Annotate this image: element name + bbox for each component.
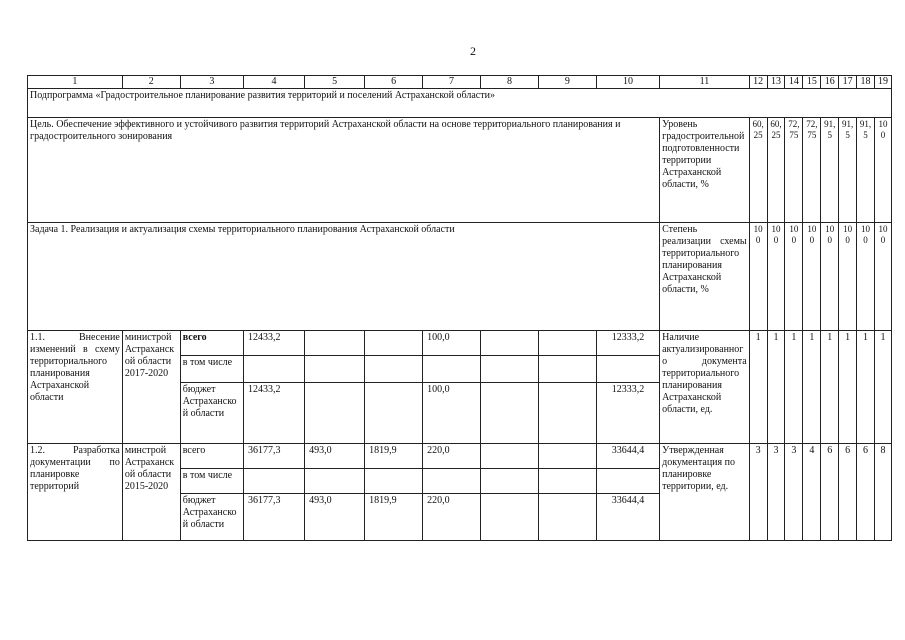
cell-value bbox=[305, 383, 365, 444]
goal-value: 60,25 bbox=[767, 118, 785, 223]
item-value: 3 bbox=[749, 444, 767, 541]
cell-value bbox=[481, 494, 539, 541]
item-indicator: Утвержденная документация по планировке территории, ед. bbox=[660, 444, 750, 541]
cell-value: 36177,3 bbox=[243, 494, 304, 541]
col-header: 7 bbox=[423, 76, 481, 89]
col-header: 11 bbox=[660, 76, 750, 89]
col-header: 3 bbox=[180, 76, 243, 89]
row-label: в том числе bbox=[180, 356, 243, 383]
cell-value: 36177,3 bbox=[243, 444, 304, 469]
cell-value bbox=[305, 356, 365, 383]
task-value: 100 bbox=[803, 223, 821, 331]
item-value: 4 bbox=[803, 444, 821, 541]
item-value: 1 bbox=[785, 331, 803, 444]
row-label: всего bbox=[180, 331, 243, 356]
item-value: 6 bbox=[839, 444, 857, 541]
row-label: всего bbox=[180, 444, 243, 469]
task-value: 100 bbox=[839, 223, 857, 331]
cell-value: 33644,4 bbox=[596, 444, 659, 469]
goal-indicator: Уровень градостроительной подготовленности территории Астраханской области, % bbox=[660, 118, 750, 223]
cell-value bbox=[481, 469, 539, 494]
goal-text: Цель. Обеспечение эффективного и устойчивого развития территорий Астраханской области на основе территориального планирования и градостроительного зонирования bbox=[28, 118, 660, 223]
task-value: 100 bbox=[749, 223, 767, 331]
item-value: 6 bbox=[857, 444, 875, 541]
row-label: бюджет Астраханской области bbox=[180, 494, 243, 541]
task-value: 100 bbox=[785, 223, 803, 331]
cell-value bbox=[423, 469, 481, 494]
cell-value: 12333,2 bbox=[596, 383, 659, 444]
item-value: 1 bbox=[767, 331, 785, 444]
task-text: Задача 1. Реализация и актуализация схемы территориального планирования Астраханской области bbox=[28, 223, 660, 331]
item-executor: министрой Астраханской области 2017-2020 bbox=[122, 331, 180, 444]
cell-value bbox=[538, 356, 596, 383]
item-value: 1 bbox=[839, 331, 857, 444]
page-number: 2 bbox=[470, 44, 476, 58]
col-header: 4 bbox=[243, 76, 304, 89]
col-header: 2 bbox=[122, 76, 180, 89]
cell-value bbox=[538, 494, 596, 541]
goal-value: 91,5 bbox=[821, 118, 839, 223]
subprogram-title: Подпрограмма «Градостроительное планирование развития территорий и поселений Астраханской области» bbox=[28, 89, 892, 118]
cell-value: 100,0 bbox=[423, 331, 481, 356]
cell-value bbox=[365, 383, 423, 444]
task-value: 100 bbox=[857, 223, 875, 331]
item-value: 3 bbox=[785, 444, 803, 541]
goal-value: 72,75 bbox=[803, 118, 821, 223]
cell-value: 1819,9 bbox=[365, 444, 423, 469]
subprogram-row bbox=[28, 89, 892, 118]
row-label: в том числе bbox=[180, 469, 243, 494]
cell-value bbox=[596, 469, 659, 494]
col-header: 6 bbox=[365, 76, 423, 89]
item-name: 1.1. Внесение изменений в схему территориального планирования Астраханской области bbox=[28, 331, 123, 444]
goal-value: 72,75 bbox=[785, 118, 803, 223]
goal-value: 100 bbox=[875, 118, 892, 223]
col-header: 17 bbox=[839, 76, 857, 89]
row-label: бюджет Астраханской области bbox=[180, 383, 243, 444]
item-value: 8 bbox=[875, 444, 892, 541]
col-header: 10 bbox=[596, 76, 659, 89]
cell-value bbox=[243, 356, 304, 383]
col-header: 5 bbox=[305, 76, 365, 89]
task-value: 100 bbox=[875, 223, 892, 331]
col-header: 12 bbox=[749, 76, 767, 89]
header-row bbox=[28, 76, 892, 89]
cell-value: 220,0 bbox=[423, 494, 481, 541]
goal-row bbox=[28, 118, 892, 223]
item-value: 1 bbox=[875, 331, 892, 444]
cell-value: 12433,2 bbox=[243, 383, 304, 444]
col-header: 13 bbox=[767, 76, 785, 89]
cell-value: 33644,4 bbox=[596, 494, 659, 541]
col-header: 1 bbox=[28, 76, 123, 89]
cell-value bbox=[538, 331, 596, 356]
program-table bbox=[27, 75, 892, 541]
task-row bbox=[28, 223, 892, 331]
cell-value: 493,0 bbox=[305, 494, 365, 541]
cell-value bbox=[481, 356, 539, 383]
item-value: 3 bbox=[767, 444, 785, 541]
item-name: 1.2. Разработка документации по планировке территорий bbox=[28, 444, 123, 541]
col-header: 9 bbox=[538, 76, 596, 89]
col-header: 8 bbox=[481, 76, 539, 89]
goal-value: 60,25 bbox=[749, 118, 767, 223]
cell-value bbox=[305, 469, 365, 494]
item-value: 6 bbox=[821, 444, 839, 541]
task-value: 100 bbox=[767, 223, 785, 331]
cell-value: 1819,9 bbox=[365, 494, 423, 541]
item-value: 1 bbox=[821, 331, 839, 444]
item-executor: минстрой Астраханской области 2015-2020 bbox=[122, 444, 180, 541]
task-value: 100 bbox=[821, 223, 839, 331]
item-value: 1 bbox=[857, 331, 875, 444]
item-value: 1 bbox=[749, 331, 767, 444]
cell-value bbox=[538, 444, 596, 469]
cell-value: 220,0 bbox=[423, 444, 481, 469]
cell-value: 100,0 bbox=[423, 383, 481, 444]
cell-value: 493,0 bbox=[305, 444, 365, 469]
cell-value bbox=[365, 356, 423, 383]
cell-value bbox=[481, 444, 539, 469]
cell-value: 12333,2 bbox=[596, 331, 659, 356]
goal-value: 91,5 bbox=[857, 118, 875, 223]
cell-value bbox=[365, 331, 423, 356]
cell-value: 12433,2 bbox=[243, 331, 304, 356]
cell-value bbox=[305, 331, 365, 356]
cell-value bbox=[538, 469, 596, 494]
col-header: 15 bbox=[803, 76, 821, 89]
cell-value bbox=[365, 469, 423, 494]
item-row bbox=[28, 444, 892, 469]
cell-value bbox=[481, 331, 539, 356]
col-header: 16 bbox=[821, 76, 839, 89]
goal-value: 91,5 bbox=[839, 118, 857, 223]
item-value: 1 bbox=[803, 331, 821, 444]
item-indicator: Наличие актуализированного документа территориального планирования Астраханской области, ед. bbox=[660, 331, 750, 444]
col-header: 19 bbox=[875, 76, 892, 89]
item-row bbox=[28, 331, 892, 356]
cell-value bbox=[243, 469, 304, 494]
cell-value bbox=[538, 383, 596, 444]
cell-value bbox=[596, 356, 659, 383]
cell-value bbox=[423, 356, 481, 383]
col-header: 18 bbox=[857, 76, 875, 89]
cell-value bbox=[481, 383, 539, 444]
col-header: 14 bbox=[785, 76, 803, 89]
task-indicator: Степень реализации схемы территориального планирования Астраханской области, % bbox=[660, 223, 750, 331]
